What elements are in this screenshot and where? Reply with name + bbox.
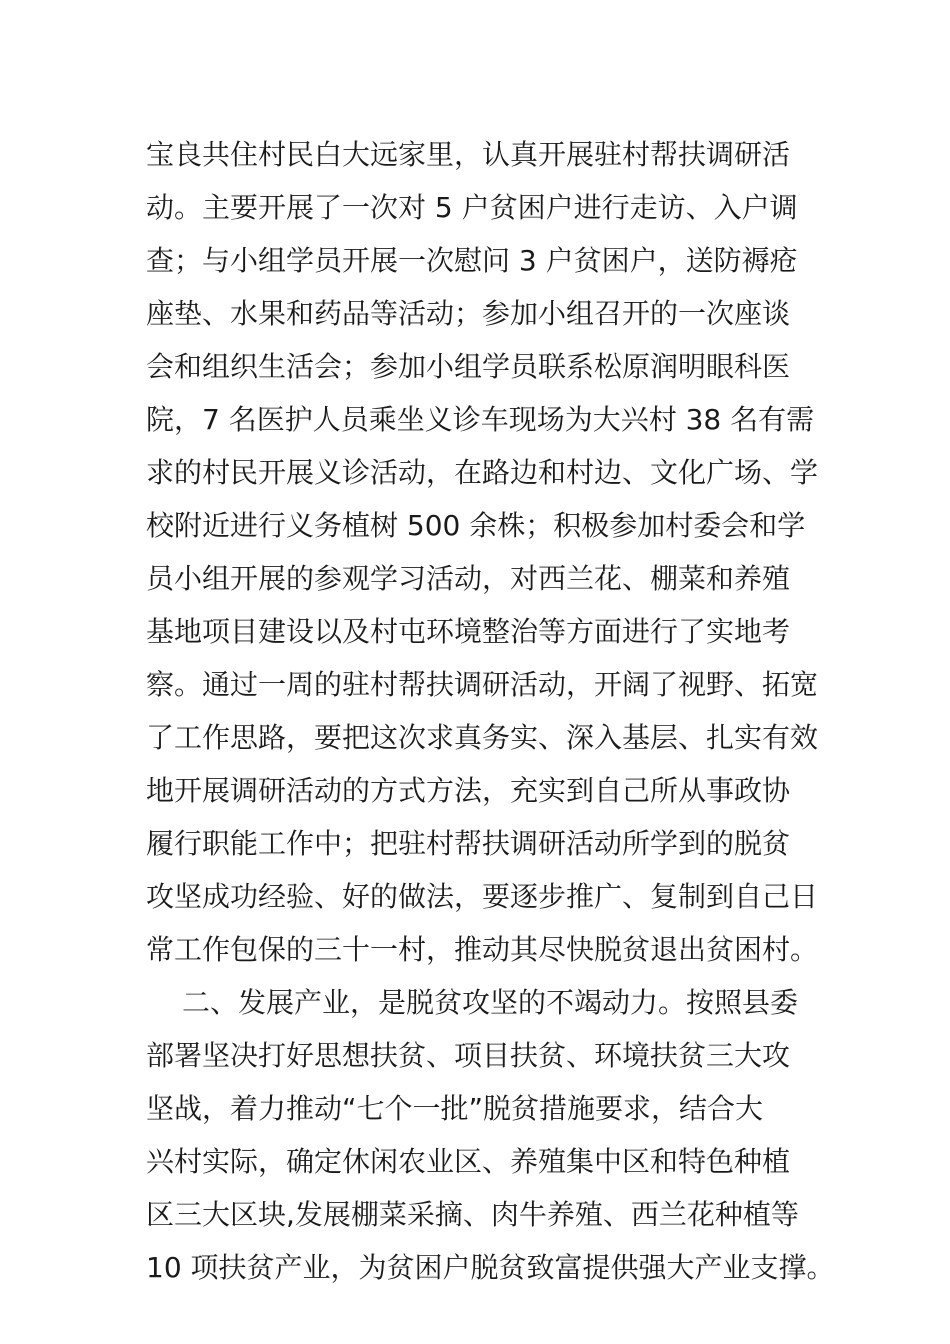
text-line: 了工作思路，要把这次求真务实、深入基层、扎实有效 xyxy=(146,721,819,754)
text-line: 基地项目建设以及村屯环境整治等方面进行了实地考 xyxy=(146,615,791,648)
text-line: 院，7 名医护人员乘坐义诊车现场为大兴村 38 名有需 xyxy=(146,403,815,436)
text-line: 地开展调研活动的方式方法，充实到自己所从事政协 xyxy=(146,774,791,807)
text-line: 部署坚决打好思想扶贫、项目扶贫、环境扶贫三大攻 xyxy=(146,1039,791,1072)
paragraph-start-line: 二、发展产业，是脱贫攻坚的不竭动力。按照县委 xyxy=(182,986,799,1019)
text-line: 区三大区块,发展棚菜采摘、肉牛养殖、西兰花种植等 xyxy=(146,1198,799,1231)
text-line: 宝良共住村民白大远家里，认真开展驻村帮扶调研活 xyxy=(146,138,791,171)
text-line: 员小组开展的参观学习活动，对西兰花、棚菜和养殖 xyxy=(146,562,791,595)
text-line: 求的村民开展义诊活动，在路边和村边、文化广场、学 xyxy=(146,456,819,489)
text-line: 会和组织生活会；参加小组学员联系松原润明眼科医 xyxy=(146,350,791,383)
text-line: 攻坚成功经验、好的做法，要逐步推广、复制到自己日 xyxy=(146,880,819,913)
text-line: 动。主要开展了一次对 5 户贫困户进行走访、入户调 xyxy=(146,191,798,224)
text-line: 10 项扶贫产业，为贫困户脱贫致富提供强大产业支撑。 xyxy=(146,1251,835,1284)
text-line: 察。通过一周的驻村帮扶调研活动，开阔了视野、拓宽 xyxy=(146,668,819,701)
text-line: 坚战，着力推动“七个一批”脱贫措施要求，结合大 xyxy=(146,1092,764,1125)
text-line: 校附近进行义务植树 500 余株；积极参加村委会和学 xyxy=(146,509,806,542)
text-line: 履行职能工作中；把驻村帮扶调研活动所学到的脱贫 xyxy=(146,827,791,860)
text-line: 常工作包保的三十一村，推动其尽快脱贫退出贫困村。 xyxy=(146,933,819,966)
text-line: 座垫、水果和药品等活动；参加小组召开的一次座谈 xyxy=(146,297,791,330)
text-line: 兴村实际，确定休闲农业区、养殖集中区和特色种植 xyxy=(146,1145,791,1178)
text-line: 查；与小组学员开展一次慰问 3 户贫困户，送防褥疮 xyxy=(146,244,798,277)
document-body xyxy=(146,128,836,1294)
